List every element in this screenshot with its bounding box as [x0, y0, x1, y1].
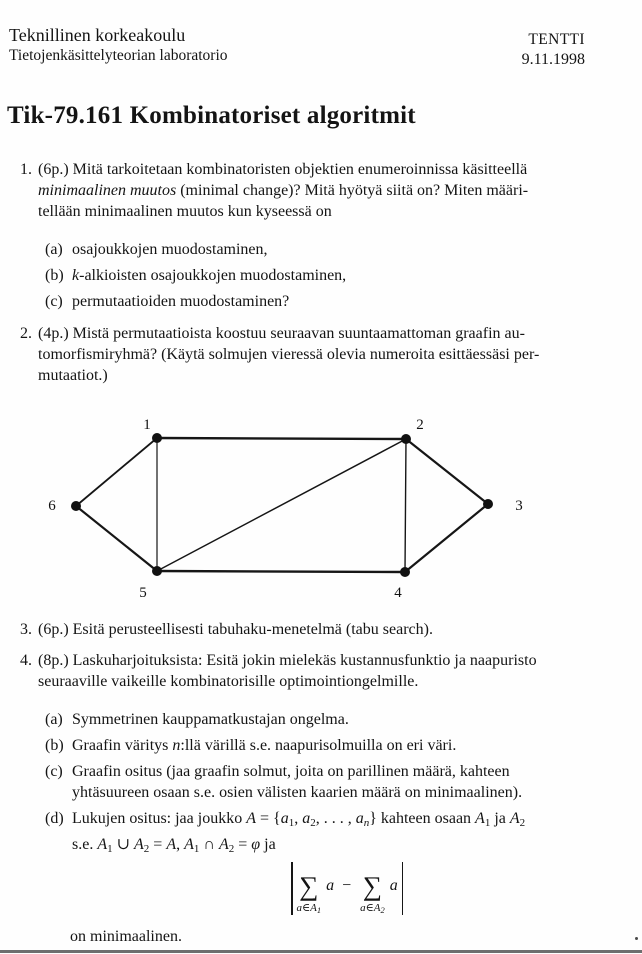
text-segment: φ: [251, 836, 261, 853]
text-segment: :llä värillä s.e. naapurisolmuilla on eri väri.: [180, 737, 457, 754]
question-number: 3.: [20, 621, 32, 638]
text-line: [38, 323, 539, 344]
question-number: 1.: [20, 161, 32, 178]
text-segment: ∪: [112, 836, 135, 853]
question-body: [38, 619, 433, 640]
text-segment: n: [363, 817, 370, 829]
graph-node-label-3: 3: [515, 498, 523, 514]
graph-node-2: [401, 434, 411, 444]
graph-node-label-5: 5: [139, 585, 147, 601]
text-line: [72, 834, 537, 860]
subscript-index: 1: [316, 905, 322, 915]
graph-edge-1-2: [157, 438, 406, 439]
text-segment: A: [246, 810, 256, 827]
text-line: [72, 735, 537, 756]
text-segment: =: [234, 836, 252, 853]
text-line: [38, 344, 539, 365]
graph-node-label-6: 6: [48, 498, 56, 514]
institution-name: Teknillinen korkeakoulu: [9, 25, 186, 45]
abs-bar-left: [291, 862, 293, 915]
text-segment: n: [172, 737, 181, 754]
graph-node-1: [152, 433, 162, 443]
text-segment: 1: [107, 843, 113, 855]
text-segment: (6p.) Mitä tarkoitetaan kombinatoristen objektien enumeroinnissa käsitteellä: [38, 161, 528, 178]
graph-edge-1-6: [76, 438, 157, 506]
sigma-symbol: ∑: [299, 871, 319, 901]
text-segment: (8p.) Laskuharjoituksista: Esitä jokin mielekäs kustannusfunktio ja naapuristo: [38, 652, 537, 669]
graph-node-5: [152, 566, 162, 576]
text-segment: , . . . ,: [315, 810, 356, 827]
text-segment: ,: [294, 810, 303, 827]
text-segment: mutaatiot.): [38, 367, 108, 384]
subitem: [38, 735, 537, 756]
text-segment: } kahteen osaan: [369, 810, 476, 827]
text-segment: permutaatioiden muodostaminen?: [72, 293, 290, 310]
text-segment: A: [218, 836, 229, 853]
text-segment: 2: [143, 843, 150, 855]
text-line: [72, 239, 528, 260]
text-segment: ja: [490, 810, 510, 827]
closing-text: on minimaalinen.: [70, 928, 182, 945]
exam-type-label: TENTTI: [528, 31, 585, 48]
subitem: [38, 761, 537, 803]
text-segment: -alkioisten osajoukkojen muodostaminen,: [79, 267, 347, 284]
graph-edge-4-5: [157, 571, 405, 572]
text-segment: Lukujen ositus: jaa joukko: [72, 810, 247, 827]
minus-sign: −: [342, 877, 352, 894]
text-segment: osajoukkojen muodostaminen,: [72, 241, 268, 258]
summand-variable-2: a: [389, 877, 398, 894]
text-line: [38, 180, 528, 201]
question-number: 2.: [20, 325, 32, 342]
question-3: [20, 619, 433, 640]
text-segment: =: [149, 836, 167, 853]
text-segment: 2: [310, 817, 316, 829]
text-segment: Symmetrinen kauppamatkustajan ongelma.: [72, 711, 349, 728]
question-body: [38, 650, 537, 860]
summation-2: [360, 872, 385, 916]
subitem-label: (c): [45, 293, 63, 310]
text-segment: A: [97, 836, 108, 853]
text-line: [72, 808, 537, 834]
subitem-label: (a): [45, 241, 63, 258]
graph-node-3: [483, 499, 493, 509]
text-line: [72, 709, 537, 730]
sigma-symbol: ∑: [362, 871, 383, 901]
text-segment: Graafin väritys: [72, 737, 173, 754]
subitem: [38, 265, 528, 286]
text-segment: tomorfismiryhmä? (Käytä solmujen vieressä olevia numeroita esittäessäsi per-: [38, 346, 540, 363]
question-body: [38, 159, 528, 312]
subscript-text: a∈A: [360, 902, 381, 914]
subitem-label: (d): [45, 810, 64, 827]
text-segment: = {: [255, 810, 281, 827]
text-segment: A: [475, 810, 485, 827]
subitem-label: (b): [45, 737, 64, 754]
graph-node-4: [400, 567, 410, 577]
text-segment: tellään minimaalinen muutos kun kyseessä on: [38, 203, 332, 220]
text-segment: ja: [260, 836, 276, 853]
text-segment: 1: [288, 817, 295, 829]
page-title: Tik-79.161 Kombinatoriset algoritmit: [7, 102, 416, 129]
institution-department: Tietojenkäsittelyteorian laboratorio: [9, 47, 228, 64]
summand-variable-1: a: [326, 877, 335, 894]
text-line: [72, 265, 528, 286]
subitem-label: (b): [45, 267, 64, 284]
text-line: [38, 650, 537, 671]
text-segment: s.e.: [72, 836, 98, 853]
graph-node-6: [71, 501, 81, 511]
text-line: [72, 291, 528, 312]
question-4: [20, 650, 537, 865]
text-segment: ∩: [199, 836, 219, 853]
subitem-label: (a): [45, 711, 63, 728]
abs-bar-right: [402, 862, 404, 915]
text-segment: A: [134, 836, 144, 853]
subitem-label: (c): [45, 763, 63, 780]
graph-edge-2-5: [157, 439, 406, 571]
scan-edge-artifact: [0, 950, 642, 953]
text-line: [38, 201, 528, 222]
question-1: [20, 159, 528, 317]
text-segment: ,: [176, 836, 185, 853]
text-segment: A: [184, 836, 194, 853]
text-line: [38, 365, 539, 386]
text-segment: seuraaville vaikeille kombinatorisille optimointiongelmille.: [38, 673, 419, 690]
graph-node-label-1: 1: [143, 417, 151, 433]
question-body: [38, 323, 539, 386]
text-segment: a: [302, 810, 311, 827]
text-segment: k: [72, 267, 80, 284]
subitem-list: [38, 709, 537, 860]
text-segment: yhtäsuureen osaan s.e. osien välisten kaarien määrä on minimaalinen).: [72, 784, 523, 801]
text-segment: a: [280, 810, 289, 827]
graph-edge-5-6: [76, 506, 157, 571]
summation-1-subscript: [297, 902, 322, 916]
text-segment: minimaalinen muutos: [38, 182, 177, 199]
text-line: [38, 619, 433, 640]
header-exam-info: [522, 31, 585, 69]
text-segment: 1: [193, 843, 200, 855]
text-line: [38, 671, 537, 692]
graph-edge-2-4: [405, 439, 406, 572]
subscript-index: 2: [380, 905, 385, 915]
graph-node-label-2: 2: [416, 417, 424, 433]
text-segment: A: [509, 810, 520, 827]
exam-date: 9.11.1998: [521, 51, 585, 68]
subitem: [38, 291, 528, 312]
text-line: [38, 159, 528, 180]
graph-edge-2-3: [406, 439, 488, 504]
subitem: [38, 709, 537, 730]
question-number: 4.: [20, 652, 32, 669]
text-segment: a: [355, 810, 364, 827]
summation-1: [297, 872, 322, 916]
subitem: [38, 808, 537, 860]
text-segment: (minimal change)? Mitä hyötyä siitä on? Miten määri-: [176, 182, 529, 199]
text-line: [72, 761, 537, 782]
text-segment: A: [166, 836, 177, 853]
summation-2-subscript: [360, 902, 385, 916]
text-segment: 1: [484, 817, 491, 829]
subscript-text: a∈A: [296, 902, 317, 914]
scan-speck: [635, 937, 638, 940]
graph-node-label-4: 4: [394, 585, 402, 601]
graph-figure: [0, 400, 642, 605]
undirected-graph: [0, 400, 642, 605]
subitem-list: [38, 239, 528, 312]
text-line: [72, 782, 537, 803]
partition-difference-formula: [291, 861, 403, 916]
subitem: [38, 239, 528, 260]
text-segment: 2: [519, 817, 526, 829]
text-segment: Graafin ositus (jaa graafin solmut, joita on parillinen määrä, kahteen: [72, 763, 510, 780]
question-2: [20, 323, 539, 386]
text-segment: (6p.) Esitä perusteellisesti tabuhaku-menetelmä (tabu search).: [38, 621, 433, 638]
text-segment: (4p.) Mistä permutaatioista koostuu seuraavan suuntaamattoman graafin au-: [38, 325, 525, 342]
header-institution: [9, 25, 228, 65]
graph-edge-3-4: [405, 504, 488, 572]
text-segment: 2: [228, 843, 235, 855]
